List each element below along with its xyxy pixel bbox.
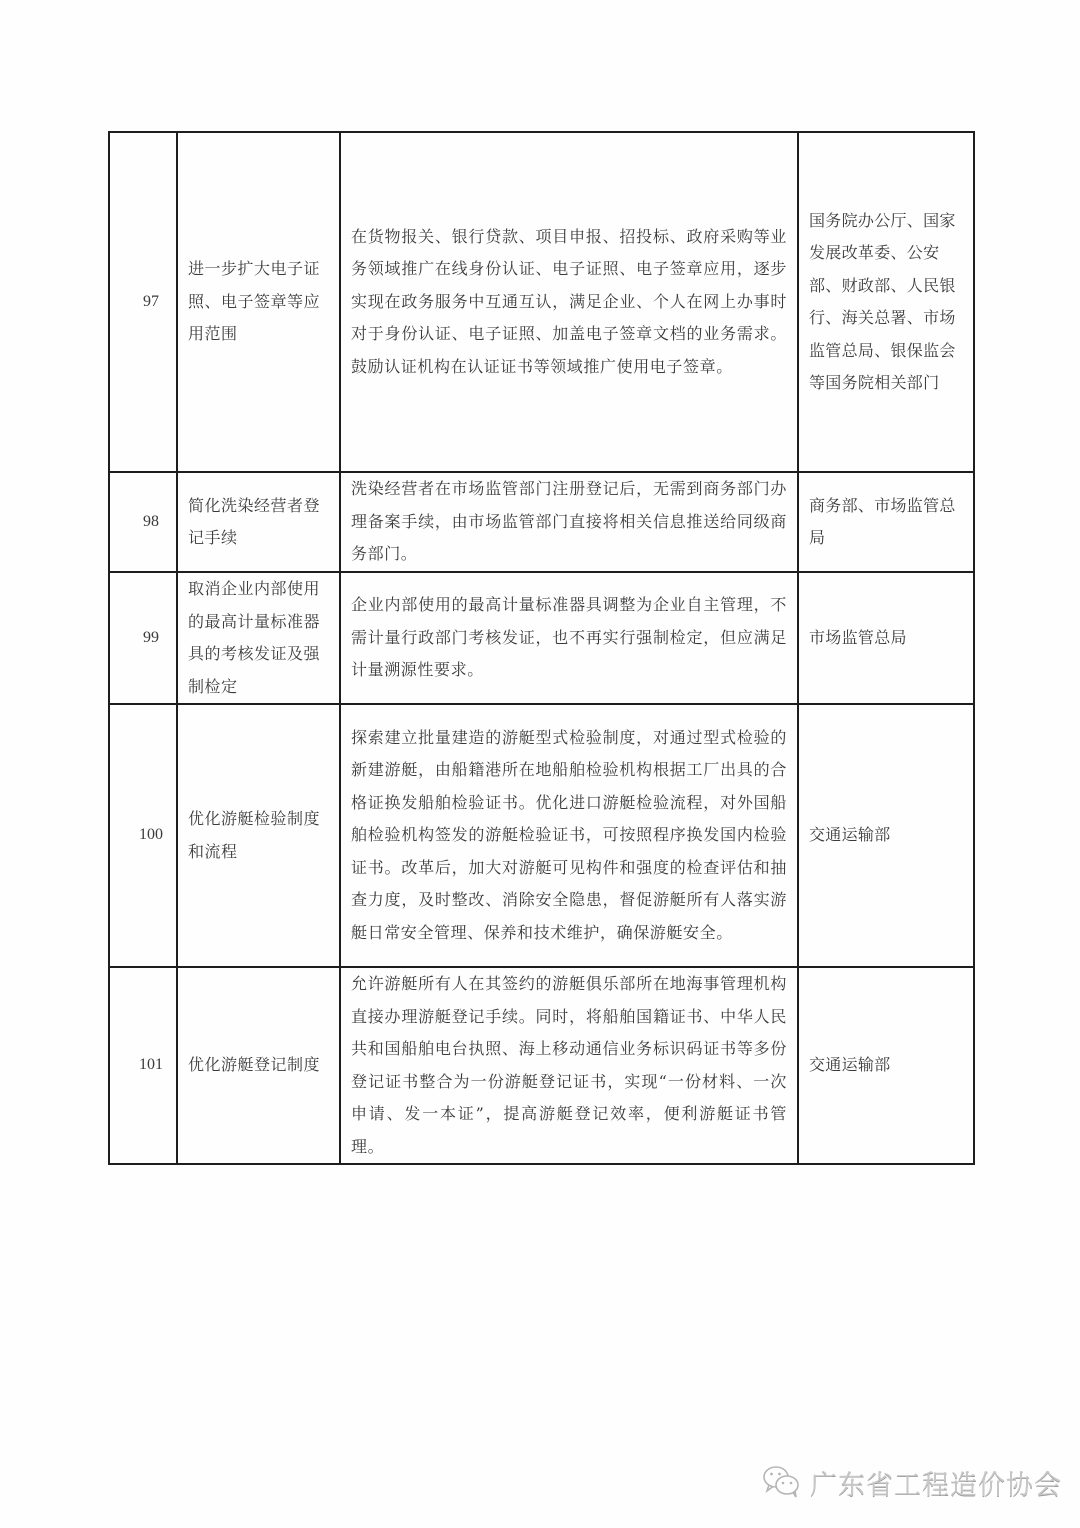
reform-measures-table (108, 131, 975, 1165)
reform-content: 在货物报关、银行贷款、项目申报、招投标、政府采购等业务领域推广在线身份认证、电子证照、电子签章应用，逐步实现在政务服务中互通互认，满足企业、个人在网上办事时对于身份认证、电子证照、加盖电子签章文档的业务需求。鼓励认证机构在认证证书等领域推广使用电子签章。 (340, 132, 798, 472)
responsible-department: 交通运输部 (798, 704, 974, 967)
wechat-icon (762, 1464, 802, 1500)
reform-content: 探索建立批量建造的游艇型式检验制度，对通过型式检验的新建游艇，由船籍港所在地船舶检验机构根据工厂出具的合格证换发船舶检验证书。优化进口游艇检验流程，对外国船舶检验机构签发的游艇检验证书，可按照程序换发国内检验证书。改革后，加大对游艇可见构件和强度的检查评估和抽查力度，及时整改、消除安全隐患，督促游艇所有人落实游艇日常安全管理、保养和技术维护，确保游艇安全。 (340, 704, 798, 967)
reform-item: 优化游艇登记制度 (177, 967, 340, 1164)
table-row (109, 572, 974, 704)
reform-content: 企业内部使用的最高计量标准器具调整为企业自主管理，不需计量行政部门考核发证，也不再实行强制检定，但应满足计量溯源性要求。 (340, 572, 798, 704)
responsible-department: 国务院办公厅、国家发展改革委、公安部、财政部、人民银行、海关总署、市场监管总局、银保监会等国务院相关部门 (798, 132, 974, 472)
reform-item: 优化游艇检验制度和流程 (177, 704, 340, 967)
table-row (109, 704, 974, 967)
reform-item: 简化洗染经营者登记手续 (177, 472, 340, 572)
table-row (109, 472, 974, 572)
reform-content: 洗染经营者在市场监管部门注册登记后，无需到商务部门办理备案手续，由市场监管部门直接将相关信息推送给同级商务部门。 (340, 472, 798, 572)
watermark (762, 1462, 1062, 1502)
watermark-text: 广东省工程造价协会 (810, 1469, 1062, 1501)
responsible-department: 市场监管总局 (798, 572, 974, 704)
reform-item: 进一步扩大电子证照、电子签章等应用范围 (177, 132, 340, 472)
reform-content: 允许游艇所有人在其签约的游艇俱乐部所在地海事管理机构直接办理游艇登记手续。同时，将船舶国籍证书、中华人民共和国船舶电台执照、海上移动通信业务标识码证书等多份登记证书整合为一份游艇登记证书，实现“一份材料、一次申请、发一本证”，提高游艇登记效率，便利游艇证书管理。 (340, 967, 798, 1164)
responsible-department: 交通运输部 (798, 967, 974, 1164)
table-row (109, 967, 974, 1164)
row-number: 97 (109, 132, 177, 472)
row-number: 101 (109, 967, 177, 1164)
responsible-department: 商务部、市场监管总局 (798, 472, 974, 572)
row-number: 99 (109, 572, 177, 704)
reform-item: 取消企业内部使用的最高计量标准器具的考核发证及强制检定 (177, 572, 340, 704)
row-number: 98 (109, 472, 177, 572)
table-row (109, 132, 974, 472)
row-number: 100 (109, 704, 177, 967)
